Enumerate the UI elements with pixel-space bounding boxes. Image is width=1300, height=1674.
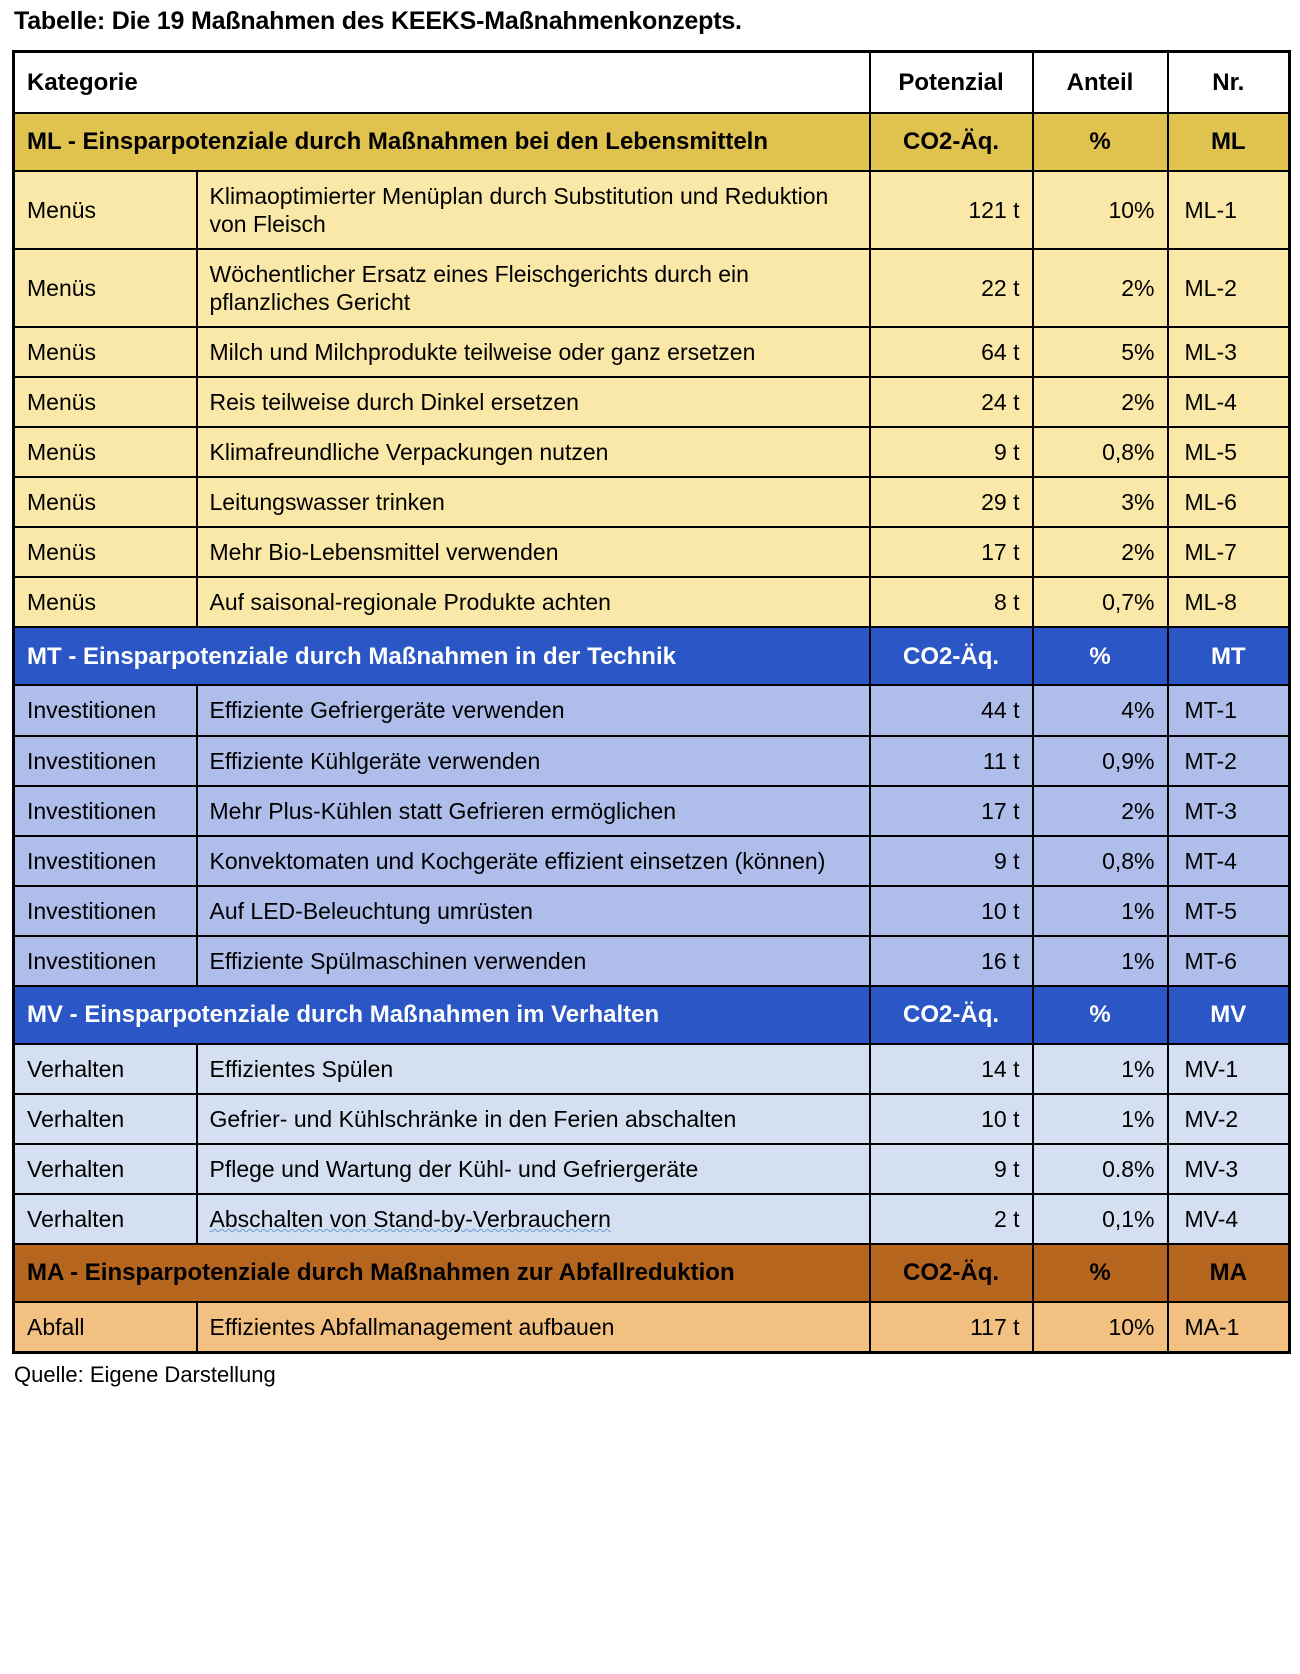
row-potenzial: 22 t [870,249,1033,327]
section-header-mv [14,986,1290,1044]
row-anteil: 0,1% [1033,1194,1168,1244]
row-potenzial: 29 t [870,477,1033,527]
section-unit: CO2-Äq. [870,113,1033,171]
section-percent-unit: % [1033,986,1168,1044]
row-nr: MV-4 [1168,1194,1290,1244]
row-massnahme: Mehr Bio-Lebensmittel verwenden [197,527,870,577]
table-row [14,886,1290,936]
row-massnahme: Leitungswasser trinken [197,477,870,527]
row-anteil: 4% [1033,685,1168,735]
row-potenzial: 64 t [870,327,1033,377]
row-potenzial: 9 t [870,427,1033,477]
row-nr: ML-4 [1168,377,1290,427]
table-row [14,1044,1290,1094]
section-header-mt [14,627,1290,685]
row-potenzial: 17 t [870,527,1033,577]
row-anteil: 3% [1033,477,1168,527]
section-unit: CO2-Äq. [870,986,1033,1044]
row-nr: MT-4 [1168,836,1290,886]
table-row [14,1144,1290,1194]
section-header-ml [14,113,1290,171]
row-potenzial: 16 t [870,936,1033,986]
row-nr: ML-1 [1168,171,1290,249]
row-nr: MT-1 [1168,685,1290,735]
row-anteil: 0,8% [1033,836,1168,886]
row-potenzial: 117 t [870,1302,1033,1353]
row-kategorie: Verhalten [14,1044,197,1094]
row-kategorie: Menüs [14,377,197,427]
table-row [14,1194,1290,1244]
section-title: ML - Einsparpotenziale durch Maßnahmen bei den Lebensmitteln [14,113,870,171]
row-potenzial: 10 t [870,1094,1033,1144]
row-massnahme: Wöchentlicher Ersatz eines Fleischgerichts durch ein pflanzliches Gericht [197,249,870,327]
row-massnahme: Klimafreundliche Verpackungen nutzen [197,427,870,477]
table-row [14,327,1290,377]
row-anteil: 10% [1033,171,1168,249]
row-anteil: 0,8% [1033,427,1168,477]
row-nr: MT-6 [1168,936,1290,986]
section-key: MV [1168,986,1290,1044]
row-kategorie: Verhalten [14,1194,197,1244]
table-caption: Tabelle: Die 19 Maßnahmen des KEEKS-Maßnahmenkonzepts. [14,7,742,35]
row-kategorie: Abfall [14,1302,197,1353]
table-row [14,1302,1290,1353]
row-nr: MT-2 [1168,736,1290,786]
row-nr: ML-8 [1168,577,1290,627]
table-header-row [14,51,1290,113]
table-row [14,786,1290,836]
source-note: Quelle: Eigene Darstellung [14,1361,276,1387]
row-potenzial: 14 t [870,1044,1033,1094]
section-percent-unit: % [1033,627,1168,685]
row-massnahme: Effizientes Spülen [197,1044,870,1094]
row-nr: MA-1 [1168,1302,1290,1353]
row-nr: MV-1 [1168,1044,1290,1094]
row-massnahme: Klimaoptimierter Menüplan durch Substitution und Reduktion von Fleisch [197,171,870,249]
row-potenzial: 9 t [870,1144,1033,1194]
row-kategorie: Menüs [14,427,197,477]
row-nr: ML-7 [1168,527,1290,577]
table-row [14,249,1290,327]
table-row [14,171,1290,249]
column-header-potenzial: Potenzial [870,51,1033,113]
row-potenzial: 2 t [870,1194,1033,1244]
spellcheck-underline: Abschalten von Stand-by-Verbrauchern [209,1205,611,1232]
column-header-anteil: Anteil [1033,51,1168,113]
row-kategorie: Verhalten [14,1144,197,1194]
row-massnahme: Auf saisonal-regionale Produkte achten [197,577,870,627]
row-massnahme: Auf LED-Beleuchtung umrüsten [197,886,870,936]
section-key: MT [1168,627,1290,685]
table-row [14,377,1290,427]
row-potenzial: 17 t [870,786,1033,836]
table-row [14,577,1290,627]
row-anteil: 10% [1033,1302,1168,1353]
section-key: ML [1168,113,1290,171]
table-row [14,527,1290,577]
row-kategorie: Investitionen [14,685,197,735]
row-kategorie: Menüs [14,477,197,527]
row-kategorie: Menüs [14,171,197,249]
row-kategorie: Investitionen [14,936,197,986]
row-anteil: 0.8% [1033,1144,1168,1194]
row-potenzial: 121 t [870,171,1033,249]
section-percent-unit: % [1033,113,1168,171]
section-title: MA - Einsparpotenziale durch Maßnahmen zur Abfallreduktion [14,1244,870,1302]
table-row [14,1094,1290,1144]
row-anteil: 2% [1033,786,1168,836]
row-massnahme: Effiziente Gefriergeräte verwenden [197,685,870,735]
row-potenzial: 8 t [870,577,1033,627]
table-row [14,736,1290,786]
row-anteil: 1% [1033,936,1168,986]
row-nr: MT-5 [1168,886,1290,936]
row-massnahme: Reis teilweise durch Dinkel ersetzen [197,377,870,427]
row-anteil: 1% [1033,886,1168,936]
column-header-kategorie: Kategorie [14,51,870,113]
section-title: MT - Einsparpotenziale durch Maßnahmen in der Technik [14,627,870,685]
table-row [14,836,1290,886]
section-key: MA [1168,1244,1290,1302]
row-potenzial: 11 t [870,736,1033,786]
table-row [14,477,1290,527]
row-anteil: 2% [1033,377,1168,427]
row-anteil: 2% [1033,249,1168,327]
row-massnahme: Pflege und Wartung der Kühl- und Gefriergeräte [197,1144,870,1194]
row-kategorie: Menüs [14,249,197,327]
row-nr: ML-3 [1168,327,1290,377]
table-row [14,936,1290,986]
row-massnahme: Effiziente Spülmaschinen verwenden [197,936,870,986]
measures-table [12,50,1291,1354]
row-kategorie: Investitionen [14,836,197,886]
section-unit: CO2-Äq. [870,1244,1033,1302]
row-anteil: 2% [1033,527,1168,577]
row-massnahme [197,1194,870,1244]
section-percent-unit: % [1033,1244,1168,1302]
table-row [14,685,1290,735]
row-massnahme: Mehr Plus-Kühlen statt Gefrieren ermöglichen [197,786,870,836]
row-massnahme: Gefrier- und Kühlschränke in den Ferien abschalten [197,1094,870,1144]
row-anteil: 0,9% [1033,736,1168,786]
row-potenzial: 10 t [870,886,1033,936]
row-anteil: 1% [1033,1044,1168,1094]
row-kategorie: Investitionen [14,886,197,936]
row-anteil: 5% [1033,327,1168,377]
row-massnahme: Konvektomaten und Kochgeräte effizient einsetzen (können) [197,836,870,886]
row-massnahme: Effizientes Abfallmanagement aufbauen [197,1302,870,1353]
row-massnahme: Effiziente Kühlgeräte verwenden [197,736,870,786]
row-nr: ML-5 [1168,427,1290,477]
row-anteil: 1% [1033,1094,1168,1144]
row-kategorie: Investitionen [14,786,197,836]
row-kategorie: Verhalten [14,1094,197,1144]
row-nr: MV-3 [1168,1144,1290,1194]
table-body [14,51,1290,1352]
row-kategorie: Menüs [14,527,197,577]
section-header-ma [14,1244,1290,1302]
row-nr: ML-2 [1168,249,1290,327]
table-row [14,427,1290,477]
row-nr: MT-3 [1168,786,1290,836]
row-kategorie: Menüs [14,327,197,377]
row-potenzial: 9 t [870,836,1033,886]
row-potenzial: 44 t [870,685,1033,735]
row-anteil: 0,7% [1033,577,1168,627]
column-header-nr: Nr. [1168,51,1290,113]
row-potenzial: 24 t [870,377,1033,427]
row-kategorie: Menüs [14,577,197,627]
row-nr: MV-2 [1168,1094,1290,1144]
row-kategorie: Investitionen [14,736,197,786]
section-unit: CO2-Äq. [870,627,1033,685]
row-massnahme: Milch und Milchprodukte teilweise oder ganz ersetzen [197,327,870,377]
row-nr: ML-6 [1168,477,1290,527]
section-title: MV - Einsparpotenziale durch Maßnahmen im Verhalten [14,986,870,1044]
